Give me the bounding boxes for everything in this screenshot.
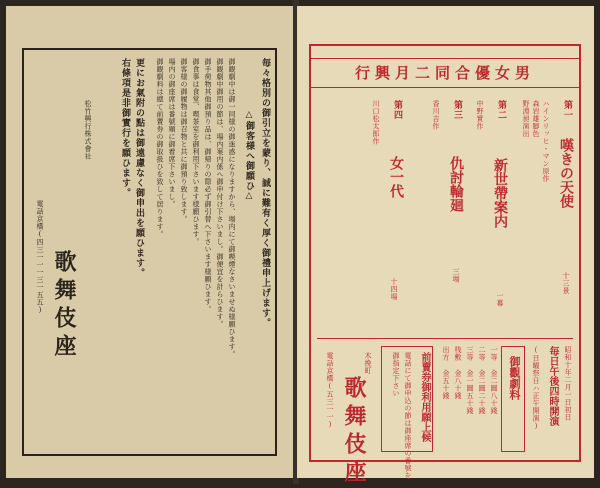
notice-item: 御手荷物其他御預り品は、御帰りの際必ず御引替へ下さいます様願ひます。 bbox=[204, 58, 212, 313]
act1-credit: ハインリッヒ・マン原作 bbox=[542, 100, 550, 183]
act4-title: 女一代 bbox=[388, 156, 404, 198]
act1-number: 第一 bbox=[562, 100, 572, 120]
show-time: 毎日午後四時開演 bbox=[547, 346, 558, 426]
divider bbox=[317, 338, 573, 339]
telephone: 電話京橋(四三一一一三一五五) bbox=[36, 200, 44, 315]
advance-note: 御指定下さい bbox=[392, 352, 400, 397]
notice-item: 御観劇中は御一同様の御迷惑になりますから、場内にて御喫煙なさいませぬ様願ひます。 bbox=[228, 58, 236, 358]
price-line: 三等 金一圓五十錢 bbox=[466, 346, 474, 415]
act2-credit: 中野實作 bbox=[476, 100, 484, 130]
theatre-address: 木挽町 bbox=[364, 352, 372, 375]
theatre-telephone: 電話京橋(五三一一) bbox=[326, 352, 334, 429]
theatre-name-right: 歌舞伎座 bbox=[341, 376, 367, 488]
act3-title: 仇討輪廻 bbox=[448, 156, 464, 212]
advance-note: 電話にて御申込の節は御座席の番號を bbox=[404, 352, 412, 480]
act1-credit: 野淵昶演出 bbox=[522, 100, 530, 138]
section-label: 御觀劇料 bbox=[508, 356, 521, 400]
act4-number: 第四 bbox=[392, 100, 402, 120]
notice-item: 御食事は食堂、喫茶室を御利用下さいます様願ひます。 bbox=[192, 58, 200, 246]
price-line: 一等 金二圓八十錢 bbox=[490, 346, 498, 415]
price-line: 出方 金五十錢 bbox=[442, 346, 450, 400]
right-page bbox=[297, 6, 594, 488]
act2-title: 新世帶案内 bbox=[492, 158, 508, 228]
notice-heading: △御客様へ御願ひ△ bbox=[244, 110, 254, 202]
notice-item: 御客様の御履物は御召物と共に御預り致します。 bbox=[180, 58, 188, 223]
notice-item: 御観劇料は總て前賣券の御取扱ひを致して居ります。 bbox=[156, 58, 164, 238]
act3-number: 第三 bbox=[452, 100, 462, 120]
notice-item: 御観劇中御用の節は、場内案内係へ御申付け下さいまし。御便宜を計らひます。 bbox=[216, 58, 224, 328]
greeting-line: 毎々格別の御引立を蒙り、誠に難有く厚く御禮申上げます。 bbox=[260, 58, 270, 328]
request-line: 右條項是非御實行を願ひます。 bbox=[120, 58, 130, 198]
program-box bbox=[309, 44, 581, 488]
act2-number: 第二 bbox=[496, 100, 506, 120]
notice-box bbox=[22, 48, 277, 456]
opening-date: 昭和十年二月一日初日 bbox=[564, 346, 572, 421]
price-line: 桟敷 金八十錢 bbox=[454, 346, 462, 400]
company-label: 松竹興行株式會社 bbox=[84, 100, 92, 160]
advance-header: 前賣券御利用願上候 bbox=[419, 352, 430, 442]
theatre-name: 歌舞伎座 bbox=[51, 250, 77, 362]
act1-title: 嘆きの天使 bbox=[558, 138, 574, 208]
act1-scenes: 十三景 bbox=[562, 272, 570, 295]
act3-credit: 香川吉作 bbox=[432, 100, 440, 130]
request-line: 更にお氣附の點は御遠慮なく御申出を願ひます。 bbox=[134, 58, 144, 278]
act4-scenes: 十四場 bbox=[390, 278, 398, 301]
notice-item: 場内の御座席は番號順に御着席下さいまし。 bbox=[168, 58, 176, 208]
act1-credit: 森岩雄脚色 bbox=[532, 100, 540, 138]
act4-credit: 川口松太郎作 bbox=[372, 100, 380, 145]
left-page bbox=[6, 6, 295, 478]
program-title: 男女優合同二月興行 bbox=[354, 64, 535, 82]
price-line: 二等 金二圓二十錢 bbox=[478, 346, 486, 415]
act2-scenes: 一幕 bbox=[496, 292, 504, 307]
act3-scenes: 三場 bbox=[452, 268, 460, 283]
time-note: (日曜祭日ハ正午開演) bbox=[532, 346, 540, 431]
